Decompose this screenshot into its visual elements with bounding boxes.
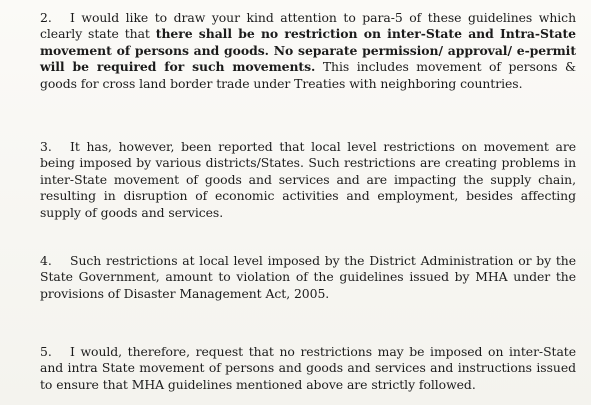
paragraph-text: It has, however, been reported that local level restrictions on movement are being imposed by various districts/States. Such restrictions are creating problems in inter-State movement of goods and services and are impacting the supply chain, resulting in disruption of economic activities and employment, besides affecting supply of goods and services. [40, 139, 576, 220]
paragraph-number: 5. [40, 344, 52, 359]
paragraph-text: I would, therefore, request that no restrictions may be imposed on inter-State and intra State movement of persons and goods and services and instructions issued to ensure that MHA guidelines mentioned above are strictly followed. [40, 344, 576, 392]
paragraph-3 [40, 139, 576, 221]
paragraph-number: 4. [40, 253, 52, 268]
paragraph-text: This includes movement of persons & goods for cross land border trade under Treaties with neighboring countries. [40, 59, 576, 91]
paragraph-text: I would like to draw your kind attention to para-5 of these guidelines which clearly state that [40, 10, 576, 42]
paragraph-number: 2. [40, 10, 52, 25]
paragraph-5 [40, 344, 576, 393]
paragraph-number: 3. [40, 139, 52, 154]
paragraph-4 [40, 253, 576, 302]
paragraph-text: Such restrictions at local level imposed by the District Administration or by the State Government, amount to violation of the guidelines issued by MHA under the provisions of Disaster Management Act, 2005. [40, 253, 576, 301]
paragraph-bold-text: there shall be no restriction on inter-State and Intra-State movement of persons and goods. No separate permission/ approval/ e-permit will be required for such movements. [40, 26, 576, 75]
paragraph-2 [40, 10, 576, 92]
